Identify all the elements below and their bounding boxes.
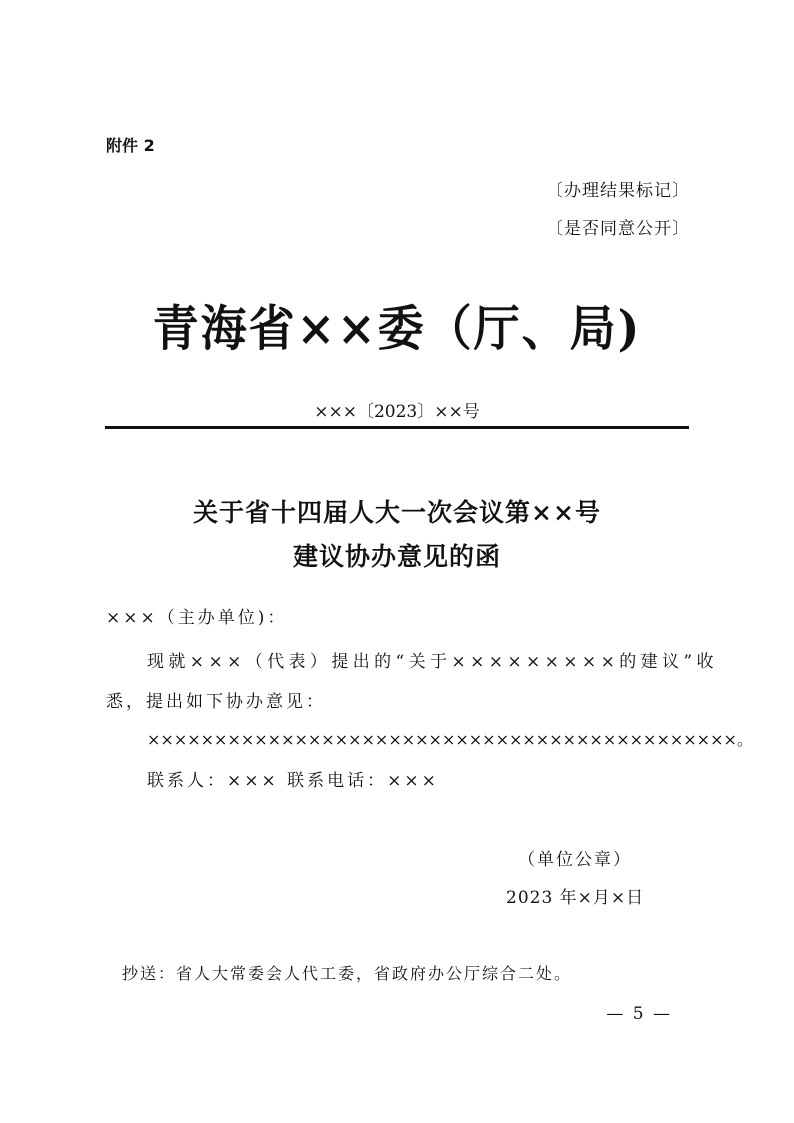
disclosure-mark: 〔是否同意公开〕: [546, 219, 690, 239]
document-number: ×××〔2023〕××号: [314, 402, 480, 422]
contact-info: 联系人：××× 联系电话：×××: [147, 771, 439, 791]
paragraph-1-line-1: 现就×××（代表）提出的“关于×××××××××的建议”收: [147, 652, 718, 672]
page-number: — 5 —: [606, 1004, 672, 1024]
subject-line-1: 关于省十四届人大一次会议第××号: [193, 498, 601, 527]
masthead-divider: [105, 426, 689, 429]
paragraph-1-line-2: 悉，提出如下协办意见：: [106, 692, 326, 712]
salutation: ×××（主办单位)：: [106, 608, 288, 628]
handling-result-mark: 〔办理结果标记〕: [546, 181, 690, 201]
subject-line-2: 建议协办意见的函: [292, 542, 501, 571]
attachment-label: 附件 2: [106, 136, 155, 155]
paragraph-2: ××××××××××××××××××××××××××××××××××××××××××××。: [147, 730, 753, 749]
seal-placeholder: （单位公章）: [518, 850, 632, 870]
signature-date: 2023 年×月×日: [506, 888, 645, 908]
org-title: 青海省××委（厅、局): [152, 299, 642, 357]
cc-line: 抄送：省人大常委会人代工委，省政府办公厅综合二处。: [122, 964, 573, 983]
